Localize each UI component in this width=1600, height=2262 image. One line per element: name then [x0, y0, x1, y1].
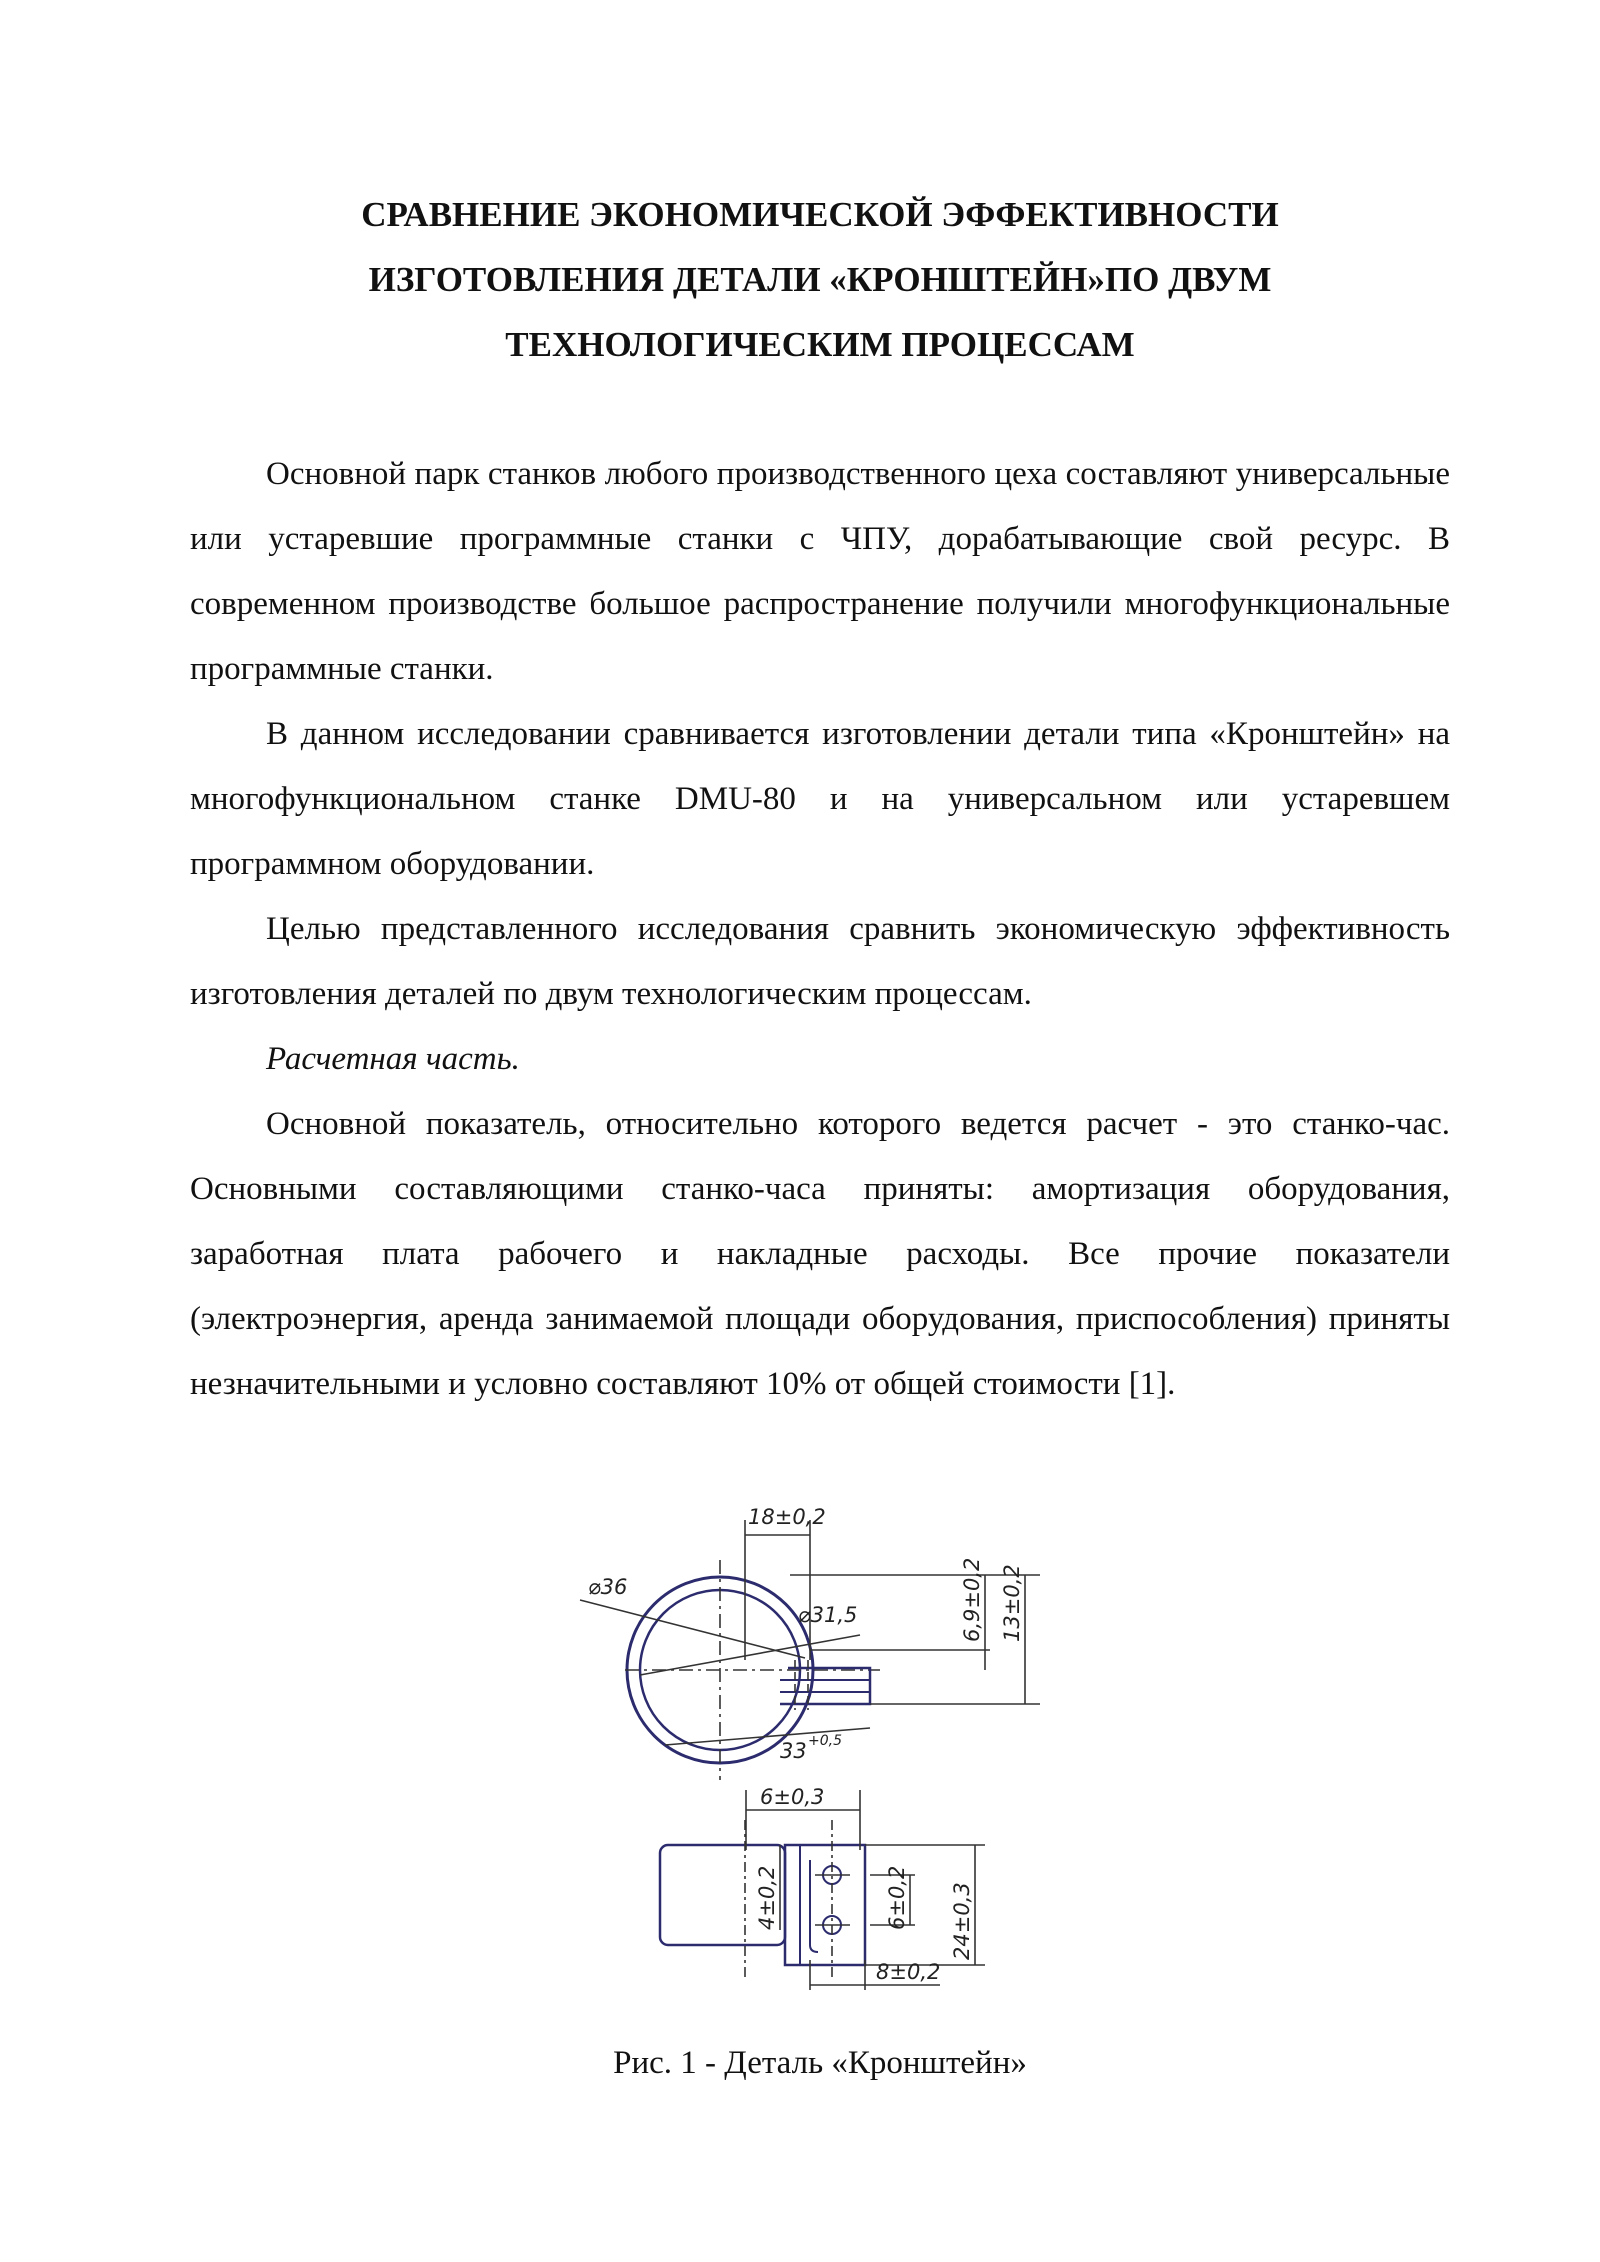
- paragraph: Основной парк станков любого производственного цеха составляют универсальные или устаревшие программные станки с ЧПУ, дорабатывающие свой ресурс. В современном производстве большое распространение получили многофункциональные программные станки.: [190, 456, 1450, 687]
- dim-inner-diameter: ⌀31,5: [798, 1603, 858, 1627]
- dim-height-small: 6,9±0,2: [960, 1557, 984, 1642]
- paragraph: Целью представленного исследования сравнить экономическую эффективность изготовления деталей по двум технологическим процессам.: [190, 911, 1450, 1012]
- title-line: ТЕХНОЛОГИЧЕСКИМ ПРОЦЕССАМ: [505, 325, 1135, 364]
- dim-slot-width: 6±0,3: [760, 1785, 825, 1809]
- title-line: СРАВНЕНИЕ ЭКОНОМИЧЕСКОЙ ЭФФЕКТИВНОСТИ: [361, 195, 1279, 234]
- dim-length-tolerance: +0,5: [808, 1733, 842, 1749]
- dim-hole-spacing: 6±0,2: [885, 1865, 909, 1930]
- document-body: [190, 442, 1450, 1417]
- dim-hole-offset: 8±0,2: [876, 1960, 941, 1984]
- bracket-drawing: [570, 1490, 1050, 2020]
- dim-height-large: 13±0,2: [1000, 1564, 1024, 1642]
- title-line: ИЗГОТОВЛЕНИЯ ДЕТАЛИ «КРОНШТЕЙН»ПО ДВУМ: [368, 260, 1272, 299]
- technical-drawing: [570, 1490, 1050, 2020]
- dim-total-height: 24±0,3: [950, 1882, 974, 1960]
- section-heading: Расчетная часть.: [266, 1041, 520, 1077]
- dim-top-width: 18±0,2: [748, 1505, 826, 1529]
- dim-slot-height: 4±0,2: [755, 1865, 779, 1930]
- figure-caption: Рис. 1 - Деталь «Кронштейн»: [613, 2045, 1027, 2081]
- dim-length-base: 33: [780, 1739, 807, 1763]
- paragraph: В данном исследовании сравнивается изготовлении детали типа «Кронштейн» на многофункциональном станке DMU-80 и на универсальном или устаревшем программном оборудовании.: [190, 716, 1450, 882]
- document-title: [190, 182, 1450, 377]
- dim-outer-diameter: ⌀36: [588, 1575, 628, 1599]
- paragraph: Основной показатель, относительно которого ведется расчет - это станко-час. Основными составляющими станко-часа приняты: амортизация оборудования, заработная плата рабочего и накладные расходы. Все прочие показатели (электроэнергия, аренда занимаемой площади оборудования, приспособления) приняты незначительными и условно составляют 10% от общей стоимости [1].: [190, 1106, 1450, 1402]
